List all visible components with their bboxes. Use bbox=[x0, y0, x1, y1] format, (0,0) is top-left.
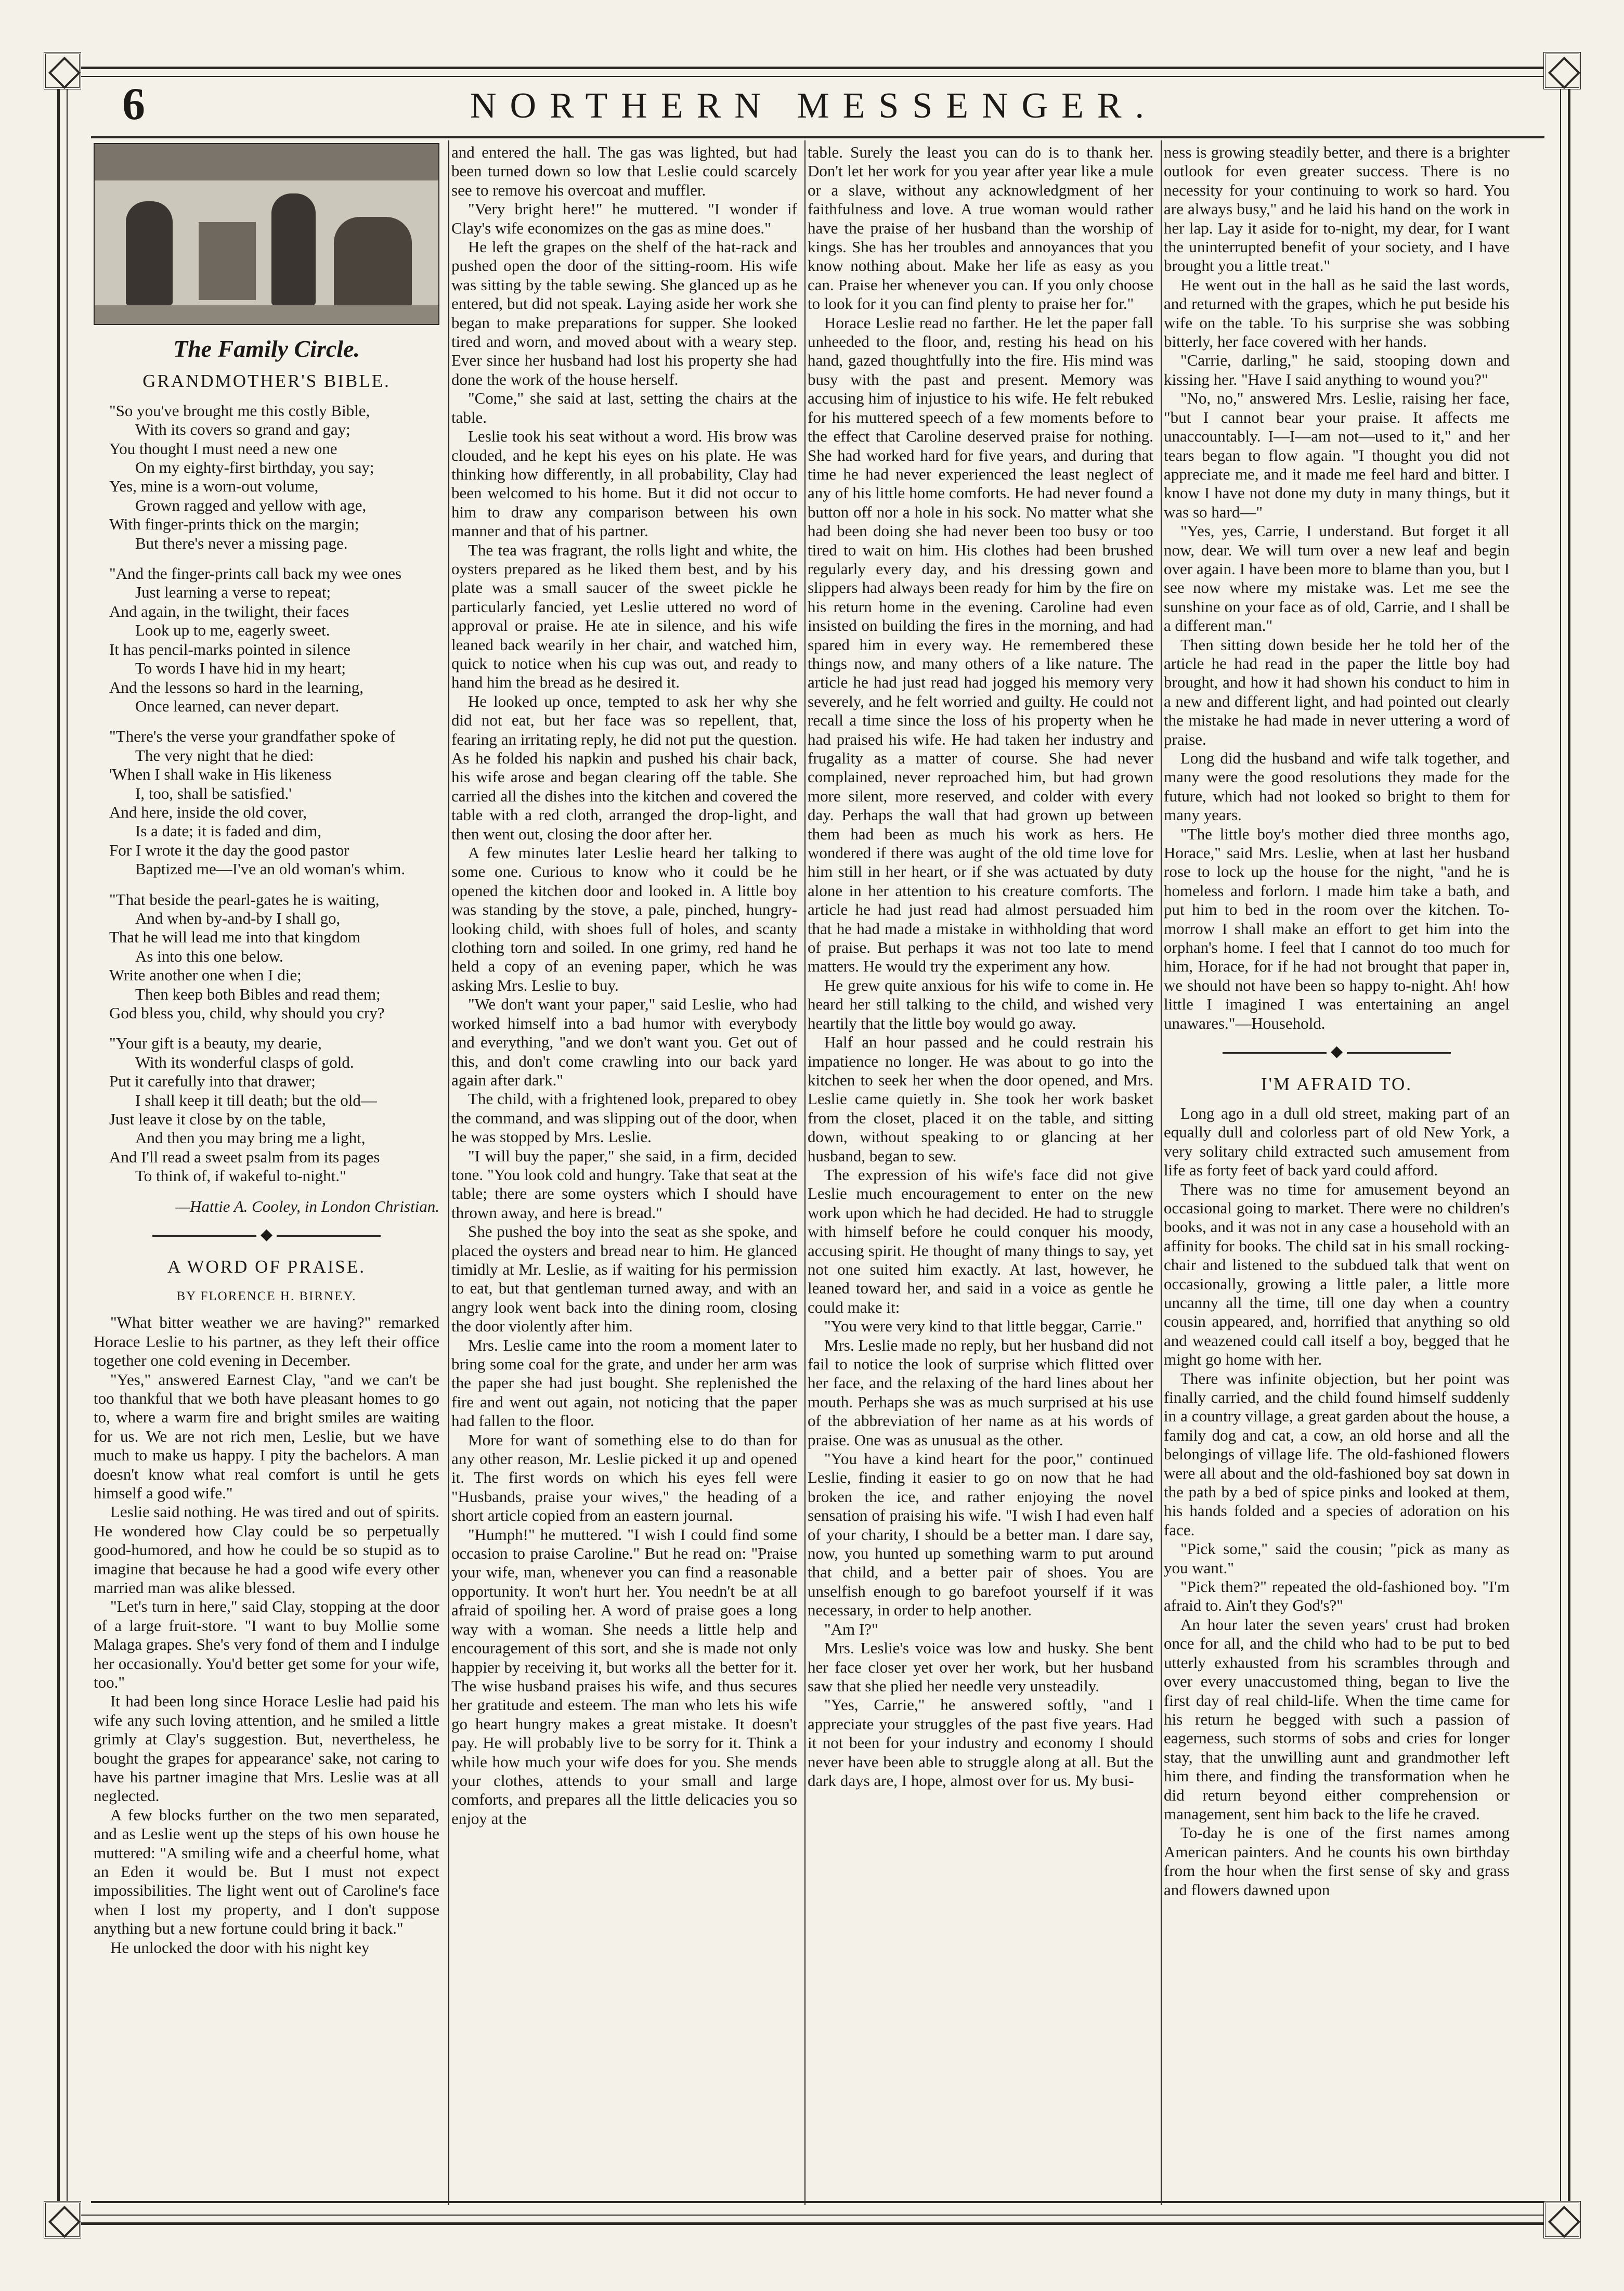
paragraph: "You were very kind to that little beggar, Carrie." bbox=[824, 1317, 1142, 1336]
poem-line: To think of, if wakeful to-night." bbox=[135, 1167, 346, 1185]
poem-line: "Your gift is a beauty, my dearie, bbox=[109, 1034, 322, 1053]
poem-line: The very night that he died: bbox=[135, 746, 314, 765]
poem-line: With its covers so grand and gay; bbox=[135, 420, 350, 439]
poem-line: On my eighty-first birthday, you say; bbox=[135, 458, 374, 477]
paragraph: The expression of his wife's face did not give Leslie much encouragement to enter on the new work upon which he had decided. He had to struggle with himself before he could conquer his moody, accusing spirit. He thought of many things to say, yet not one suited him exactly. At last, however, he leaned toward her, and said in a voice as gentle he could make it: bbox=[808, 1165, 1153, 1316]
paragraph: He grew quite anxious for his wife to come in. He heard her still talking to the child, and wished very heartily that the little boy would go away. bbox=[808, 976, 1153, 1032]
divider-ornament-icon: ◆ bbox=[1164, 1042, 1510, 1061]
column-2 bbox=[451, 143, 797, 2203]
corner-ornament-icon bbox=[44, 52, 81, 89]
poem-stanza bbox=[94, 1034, 439, 1185]
paragraph: She pushed the boy into the seat as she spoke, and placed the oysters and bread near to him. He glanced timidly at Mr. Leslie, as if waiting for his permission to eat, but that gentleman turned away, and with an angry look went back into the dining room, closing the door violently after him. bbox=[451, 1222, 797, 1336]
family-circle-engraving bbox=[94, 143, 439, 325]
poem-line: I shall keep it till death; but the old— bbox=[135, 1091, 377, 1109]
paragraph: "No, no," answered Mrs. Leslie, raising her face, "but I cannot bear your praise. It affects me unaccountably. I—I—am not—used to it," and her tears began to flow again. "I thought you did not appreciate me, and it made me feel hard and bitter. I know I have not done my duty in many things, but it was so hard—" bbox=[1164, 389, 1510, 521]
paragraph: The child, with a frightened look, prepared to obey the command, and was slipping out of the door, when he was stopped by Mrs. Leslie. bbox=[451, 1090, 797, 1146]
story-body-continued bbox=[808, 143, 1153, 1790]
column-divider bbox=[448, 140, 449, 2205]
poem-line: Put it carefully into that drawer; bbox=[109, 1072, 316, 1091]
paragraph: "Am I?" bbox=[824, 1620, 878, 1638]
poem-line: It has pencil-marks pointed in silence bbox=[109, 640, 351, 658]
paragraph: "Yes, yes, Carrie, I understand. But forget it all now, dear. We will turn over a new leaf and begin over again. I have been more to blame than you, but I see now where my mistake was. Let me see the sunshine on your face as of old, Carrie, and I shall be a different man." bbox=[1164, 522, 1510, 635]
paragraph: "You have a kind heart for the poor," continued Leslie, finding it easier to go on now that he had broken the ice, and rather enjoying the novel sensation of praising his wife. "I wish I had even half of your charity, I should be a better man. I dare say, now, you hunted up something warm to put around that child, and a better pair of shoes. You are unselfish enough to go barefoot yourself if it was necessary, in order to help another. bbox=[808, 1449, 1153, 1620]
paragraph: "Come," she said at last, setting the chairs at the table. bbox=[451, 389, 797, 426]
paragraph: "Pick them?" repeated the old-fashioned boy. "I'm afraid to. Ain't they God's?" bbox=[1164, 1577, 1510, 1615]
poem-line: To words I have hid in my heart; bbox=[135, 659, 346, 678]
paragraph: Leslie said nothing. He was tired and out of spirits. He wondered how Clay could be so perpetually good-humored, and how he could be so stupid as to imagine that because he had a good wife every other married man was alike blessed. bbox=[94, 1503, 439, 1597]
column-1 bbox=[94, 143, 439, 2203]
poem-stanza bbox=[94, 402, 439, 553]
paragraph: More for want of something else to do than for any other reason, Mr. Leslie picked it up and opened it. The first words on which his eyes fell were "Husbands, praise your wives," the heading of a short article copied from an eastern journal. bbox=[451, 1430, 797, 1525]
column-divider bbox=[1161, 140, 1162, 2205]
poem-line: Baptized me—I've an old woman's whim. bbox=[135, 860, 406, 878]
paragraph: "Carrie, darling," he said, stooping down and kissing her. "Have I said anything to wound you?" bbox=[1164, 351, 1510, 389]
paragraph: Half an hour passed and he could restrain his impatience no longer. He was about to go into the kitchen to seek her when the door opened, and Mrs. Leslie came quietly in. She took her work basket from the closet, placed it on the table, and sitting down, without speaking to or glancing at her husband, began to sew. bbox=[808, 1033, 1153, 1165]
paragraph: A few blocks further on the two men separated, and as Leslie went up the steps of his own house he muttered: "A smiling wife and a cheerful home, what an Eden it would be. But I must not expect impossibilities. The light went out of Caroline's face when I lost my property, and I don't suppose anything but a new fortune could bring it back." bbox=[94, 1805, 439, 1938]
paragraph: table. Surely the least you can do is to thank her. Don't let her work for you year after year like a mule or a slave, without any acknowledgment of her faithfulness and love. A true woman would rather have the praise of her husband than the worship of kings. She has her troubles and annoyances that you know nothing about. Make her life as easy as you can. Praise her whenever you can. If you only choose to look for it you can find plenty to praise her for." bbox=[808, 143, 1153, 313]
column-divider bbox=[804, 140, 805, 2205]
poem-line: Just learning a verse to repeat; bbox=[135, 583, 331, 602]
paragraph: and entered the hall. The gas was lighted, but had been turned down so low that Leslie could scarcely see to remove his overcoat and muffler. bbox=[451, 143, 797, 199]
poem-line: And the lessons so hard in the learning, bbox=[109, 678, 364, 696]
poem-line: Then keep both Bibles and read them; bbox=[135, 985, 381, 1003]
paragraph: It had been long since Horace Leslie had paid his wife any such loving attention, and he smiled a little grimly at Clay's suggestion. But, nevertheless, he bought the grapes for appearance' sake, not caring to have his partner imagine that Mrs. Leslie was at all neglected. bbox=[94, 1692, 439, 1805]
column-3 bbox=[808, 143, 1153, 2203]
paragraph: The tea was fragrant, the rolls light and white, the oysters prepared as he liked them best, and by his plate was a small saucer of the sweet pickle he particularly fancied, yet Leslie uttered no word of approval or praise. He ate in silence, and his wife leaned back wearily in her chair, and watched him, quick to notice when his cup was out, and ready to hand him the bread as he desired it. bbox=[451, 540, 797, 692]
story-byline: BY FLORENCE H. BIRNEY. bbox=[176, 1289, 357, 1303]
poem-line: "That beside the pearl-gates he is waiting, bbox=[109, 890, 380, 909]
poem-line: With finger-prints thick on the margin; bbox=[109, 515, 359, 534]
paragraph: Long ago in a dull old street, making part of an equally dull and colorless part of old New York, a very solitary child extracted such amusement from life as forty feet of back yard could afford. bbox=[1164, 1104, 1510, 1180]
paragraph: He went out in the hall as he said the last words, and returned with the grapes, which he put beside his wife on the table. To his surprise she was sobbing bitterly, her face covered with her hands. bbox=[1164, 275, 1510, 351]
poem-stanza bbox=[94, 727, 439, 878]
paragraph: An hour later the seven years' crust had broken once for all, and the child who had to be put to bed utterly exhausted from his scrambles through and over every unaccustomed thing, began to live the first day of real child-life. When the time came for his return he begged with such a passion of eagerness, such storms of sobs and cries for longer stay, that the unwilling aunt and grandmother left him there, and finding the transformation when he did return beyond either comprehension or management, sent him back to the life he craved. bbox=[1164, 1615, 1510, 1823]
newspaper-title: NORTHERN MESSENGER. bbox=[470, 86, 1158, 126]
poem-line: And I'll read a sweet psalm from its pages bbox=[109, 1147, 380, 1166]
paragraph: A few minutes later Leslie heard her talking to some one. Curious to know who it could be he opened the kitchen door and looked in. A little boy was standing by the stove, a pale, pinched, hungry-looking child, with shoes full of holes, and scanty clothing torn and soiled. In one grimy, red hand he held a copy of an evening paper, which he was asking Mrs. Leslie to buy. bbox=[451, 844, 797, 994]
poem-title: GRANDMOTHER'S BIBLE. bbox=[142, 371, 391, 392]
column-4 bbox=[1164, 143, 1510, 2203]
story-body-continued bbox=[451, 143, 797, 1828]
paragraph: "Pick some," said the cousin; "pick as many as you want." bbox=[1164, 1539, 1510, 1577]
paragraph: Mrs. Leslie's voice was low and husky. She bent her face closer yet over her work, but her husband saw that she plied her needle very unsteadily. bbox=[808, 1639, 1153, 1695]
poem-line: 'When I shall wake in His likeness bbox=[109, 765, 332, 784]
paragraph: Long did the husband and wife talk together, and many were the good resolutions they made for the future, which had not looked so bright to them for many years. bbox=[1164, 749, 1510, 824]
paragraph: "Yes," answered Earnest Clay, "and we can't be too thankful that we both have pleasant homes to go to, where a warm fire and bright smiles are waiting for us. We are not rich men, Leslie, but we have much to make us happy. I pity the bachelors. A man doesn't know what real comfort is until he gets himself a good wife." bbox=[94, 1370, 439, 1502]
page-number: 6 bbox=[122, 79, 145, 130]
paragraph: "Yes, Carrie," he answered softly, "and I appreciate your struggles of the past five years. Had it not been for your industry and economy I should never have been able to struggle along at all. But the dark days are, I hope, almost over for us. My busi- bbox=[808, 1695, 1153, 1790]
paragraph: There was no time for amusement beyond an occasional going to market. There were no children's books, and it was not in any case a household with an affinity for books. The child sat in his small rocking-chair and listened to the subdued talk that went on occasionally, growing a little paler, a little more uncanny all the time, till one day when a country cousin appeared, and, horrified that anything so old and weazened could call itself a boy, begged that he might go home with her. bbox=[1164, 1180, 1510, 1369]
poem-line: That he will lead me into that kingdom bbox=[109, 928, 360, 947]
poem-line: Once learned, can never depart. bbox=[135, 696, 340, 715]
poem-line: I, too, shall be satisfied.' bbox=[135, 784, 292, 803]
paragraph: Horace Leslie read no farther. He let the paper fall unheeded to the floor, and, resting his head on his hand, gazed thoughtfully into the fire. His mind was busy with the past and present. Memory was accusing him of injustice to his wife. He felt rebuked for his muttered speech of a few moments before to the effect that Caroline deserved praise for nothing. She had worked hard for five years, and during that time he had never experienced the least neglect of any of his little home comforts. He had never found a button off nor a hole in his sock. No matter what she had been doing she had never been too busy or too tired to wait on him. His clothes had been brushed regularly every day, and his dressing gown and slippers had always been ready for him by the fire on his return home in the evening. Caroline had even insisted on building the fires in the morning, and had spared him in every way. He remembered these things now, and many others of a like nature. The article he had just read had jogged his memory very severely, and he felt worried and guilty. He could not recall a time since the loss of his property when he had praised his wife. He had taken her industry and frugality as a matter of course. She had never complained, never reproached him, but had grown more silent, more reserved, and colder with every day. Perhaps the wall that had grown up between them had been as much his work as hers. He wondered if there was aught of the old time love for him still in her heart, or if she was actuated by duty alone in her attention to his creature comforts. The article he had just read had almost persuaded him that he had made a mistake in withholding that word of praise. But perhaps it was not too late to mend matters. He would try the experiment any how. bbox=[808, 313, 1153, 976]
paragraph: "I will buy the paper," she said, in a firm, decided tone. "You look cold and hungry. Take that seat at the table; there are some oysters which I should have thrown away, and here is bread." bbox=[451, 1146, 797, 1222]
poem-line: And when by-and-by I shall go, bbox=[135, 909, 341, 927]
paragraph: He unlocked the door with his night key bbox=[110, 1938, 370, 1957]
corner-ornament-icon bbox=[1543, 2201, 1581, 2238]
poem-stanza bbox=[94, 564, 439, 716]
header-rule bbox=[91, 136, 1544, 138]
story-body bbox=[94, 1313, 439, 1957]
poem-line: And again, in the twilight, their faces bbox=[109, 602, 349, 620]
paragraph: He looked up once, tempted to ask her why she did not eat, but her face was so repellent, that, fearing an irritating reply, he did not put the question. As he folded his napkin and pushed his chair back, his wife arose and began clearing off the table. She carried all the dishes into the kitchen and covered the table with a red cloth, arranged the drop-light, and then went out, closing the door after her. bbox=[451, 692, 797, 843]
paragraph: "The little boy's mother died three months ago, Horace," said Mrs. Leslie, when at last her husband rose to lock up the house for the night, "and he is homeless and forlorn. I made him take a bath, and put him to bed in the room over the kitchen. To-morrow I shall make an effort to get him into the orphan's home. I feel that I cannot do too much for him, Horace, for if he had not brought that paper in, we should not have been so happy to-night. Ah! how little I imagined I was entertaining an angel unawares."—Household. bbox=[1164, 824, 1510, 1032]
section-title: The Family Circle. bbox=[173, 335, 360, 362]
poem-line: But there's never a missing page. bbox=[135, 534, 348, 552]
poem-line: You thought I must need a new one bbox=[109, 439, 337, 458]
paragraph: "What bitter weather we are having?" remarked Horace Leslie to his partner, as they left their office together one cold evening in December. bbox=[94, 1313, 439, 1370]
poem-line: "There's the verse your grandfather spoke of bbox=[109, 727, 396, 746]
poem-line: "So you've brought me this costly Bible, bbox=[109, 401, 370, 420]
poem-line: God bless you, child, why should you cry? bbox=[109, 1004, 385, 1022]
paragraph: "Very bright here!" he muttered. "I wonder if Clay's wife economizes on the gas as mine does." bbox=[451, 200, 797, 237]
paragraph: "We don't want your paper," said Leslie, who had worked himself into a bad humor with everybody and everything, "and we don't want you. Get out of this, and don't come crawling into our back yard again after dark." bbox=[451, 995, 797, 1089]
poem-line: Write another one when I die; bbox=[109, 966, 302, 985]
poem-credit: —Hattie A. Cooley, in London Christian. bbox=[175, 1197, 439, 1215]
corner-ornament-icon bbox=[44, 2201, 81, 2238]
poem-line: And then you may bring me a light, bbox=[135, 1129, 366, 1147]
poem-line: Just leave it close by on the table, bbox=[109, 1110, 326, 1129]
story2-body bbox=[1164, 1104, 1510, 1899]
paragraph: Leslie took his seat without a word. His brow was clouded, and he kept his eyes on his plate. He was thinking how differently, in all probability, Clay had been welcomed to his home. But it did not occur to him to draw any comparison between his own manner and that of his partner. bbox=[451, 427, 797, 540]
poem-line: "And the finger-prints call back my wee ones bbox=[109, 564, 402, 583]
poem-line: Is a date; it is faded and dim, bbox=[135, 822, 322, 840]
poem-line: Yes, mine is a worn-out volume, bbox=[109, 477, 319, 496]
poem-line: For I wrote it the day the good pastor bbox=[109, 840, 349, 859]
paragraph: Mrs. Leslie made no reply, but her husband did not fail to notice the look of surprise which flitted over her face, and the relaxing of the hard lines about her mouth. Perhaps she was as much surprised at his use of the abbreviation of her name as at his words of praise. One was as unusual as the other. bbox=[808, 1336, 1153, 1449]
divider-ornament-icon: ◆ bbox=[94, 1225, 439, 1244]
paragraph: Mrs. Leslie came into the room a moment later to bring some coal for the grate, and under her arm was the paper she had just bought. She replenished the fire and went out again, not noticing that the paper had fallen to the floor. bbox=[451, 1336, 797, 1430]
paragraph: Then sitting down beside her he told her of the article he had read in the paper the little boy had brought, and how it had shown his conduct to him in a new and different light, and had pointed out clearly the mistake he had made in never uttering a word of praise. bbox=[1164, 635, 1510, 748]
paragraph: To-day he is one of the first names among American painters. And he counts his own birthday from the hour when the first sense of sky and grass and flowers dawned upon bbox=[1164, 1823, 1510, 1899]
poem-body bbox=[94, 402, 439, 1186]
poem-line: And here, inside the old cover, bbox=[109, 803, 307, 821]
poem-line: Look up to me, eagerly sweet. bbox=[135, 621, 330, 640]
paragraph: "Humph!" he muttered. "I wish I could find some occasion to praise Caroline." But he read on: "Praise your wife, man, whenever you can find a reasonable opportunity. It won't hurt her. You needn't be at all afraid of spoiling her. A word of praise goes a long way with a woman. She needs a little help and encouragement of this sort, and she is made not only happier by receiving it, but works all the better for it. The wise husband praises his wife, and thus secures her gratitude and esteem. The man who lets his wife go heart hungry makes a great mistake. It doesn't pay. He will probably live to be sorry for it. Think a while how much your wife does for you. She mends your clothes, attends to your small and large comforts, and prepares all the little delicacies you so enjoy at the bbox=[451, 1525, 797, 1828]
poem-stanza bbox=[94, 890, 439, 1023]
paragraph: "Let's turn in here," said Clay, stopping at the door of a large fruit-store. "I want to buy Mollie some Malaga grapes. She's very fond of them and I indulge her occasionally. You'd better get some for your wife, too." bbox=[94, 1597, 439, 1691]
paragraph: He left the grapes on the shelf of the hat-rack and pushed open the door of the sitting-room. His wife was sitting by the table sewing. She glanced up as he entered, but did not speak. Laying aside her work she began to make preparations for supper. She looked tired and worn, and moved about with a weary step. Ever since her husband had lost his property she had done the work of the house herself. bbox=[451, 238, 797, 389]
poem-line: As into this one below. bbox=[135, 947, 283, 965]
story-body-continued bbox=[1164, 143, 1510, 1033]
story-title: A WORD OF PRAISE. bbox=[167, 1257, 366, 1277]
story2-title: I'M AFRAID TO. bbox=[1261, 1073, 1413, 1094]
poem-line: With its wonderful clasps of gold. bbox=[135, 1053, 354, 1071]
paragraph: There was infinite objection, but her point was finally carried, and the child found himself suddenly in a country village, a great garden about the house, a family dog and cat, a cow, an old horse and all the belongings of village life. The old-fashioned flowers were all about and the old-fashioned boy sat down in the path by a bed of spice pinks and looked at them, his hands folded and a species of adoration on his face. bbox=[1164, 1369, 1510, 1539]
poem-line: Grown ragged and yellow with age, bbox=[135, 496, 367, 514]
paragraph: ness is growing steadily better, and there is a brighter outlook for even greater success. There is no necessity for your continuing to work so hard. You are always busy," and he laid his hand on the work in her lap. Lay it aside for to-night, my dear, for I want the uninterrupted benefit of your society, and I have brought you a little treat." bbox=[1164, 143, 1510, 275]
